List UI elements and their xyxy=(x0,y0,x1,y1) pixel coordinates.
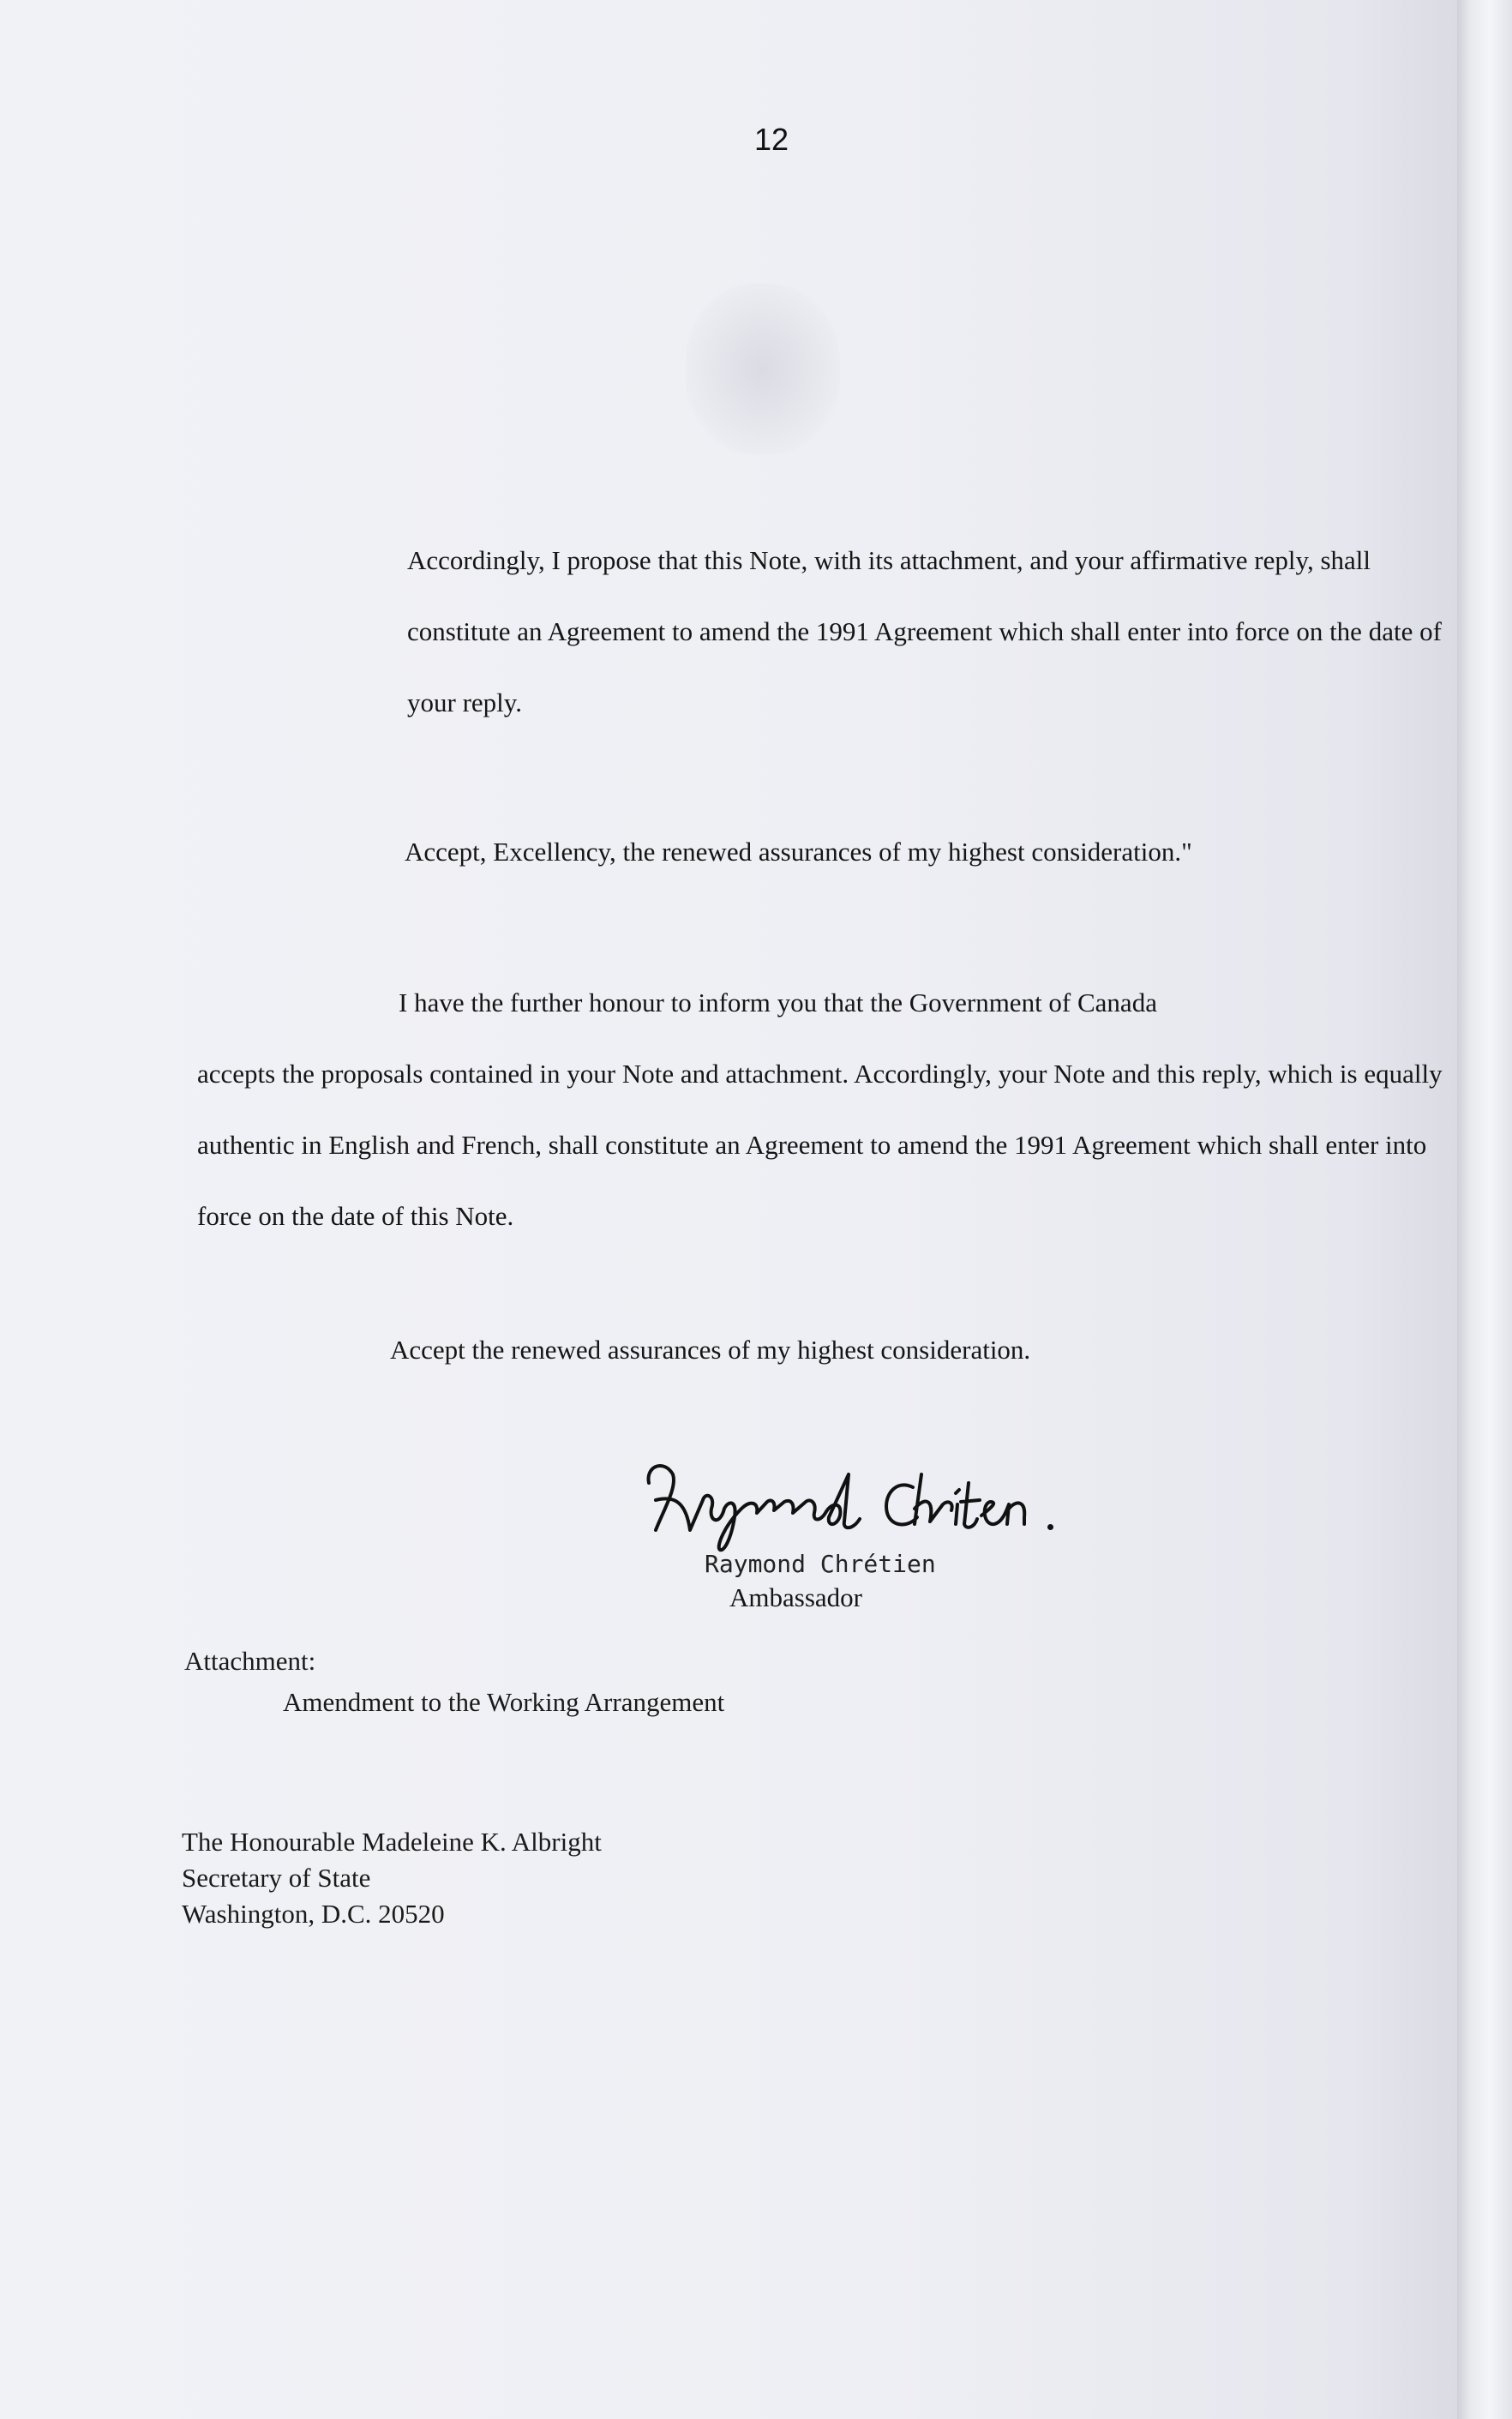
addressee-location: Washington, D.C. 20520 xyxy=(182,1899,445,1929)
addressee-position: Secretary of State xyxy=(182,1863,371,1893)
attachment-item: Amendment to the Working Arrangement xyxy=(283,1687,725,1717)
paragraph-closing: Accept the renewed assurances of my highest consideration. xyxy=(390,1335,1031,1365)
addressee-block xyxy=(182,1824,602,1932)
handwritten-signature xyxy=(639,1449,1059,1560)
signature-dot xyxy=(1047,1524,1053,1530)
signatory-title: Ambassador xyxy=(729,1582,862,1612)
attachment-label: Attachment: xyxy=(184,1646,316,1676)
bleed-through-crest xyxy=(686,283,840,454)
paragraph-acceptance-body: accepts the proposals contained in your Note and attachment. Accordingly, your Note and this reply, which is equally authentic in English and French, shall constitute an Agreement to amend the 1991 Agreement which shall enter into force on the date of this Note. xyxy=(197,1059,1443,1231)
paragraph-closing-quote: Accept, Excellency, the renewed assurances of my highest consideration." xyxy=(405,837,1192,867)
paragraph-acceptance-lead: I have the further honour to inform you that the Government of Canada xyxy=(399,987,1157,1017)
page-number: 12 xyxy=(754,122,789,157)
paragraph-acceptance xyxy=(197,967,1457,1252)
signatory-name: Raymond Chrétien xyxy=(705,1550,936,1578)
addressee-name: The Honourable Madeleine K. Albright xyxy=(182,1827,602,1857)
paragraph-proposal: Accordingly, I propose that this Note, with its attachment, and your affirmative reply, shall constitute an Agreement to amend the 1991 Agreement which shall enter into force on the date of your reply. xyxy=(407,545,1442,717)
page-edge xyxy=(1457,0,1512,2419)
